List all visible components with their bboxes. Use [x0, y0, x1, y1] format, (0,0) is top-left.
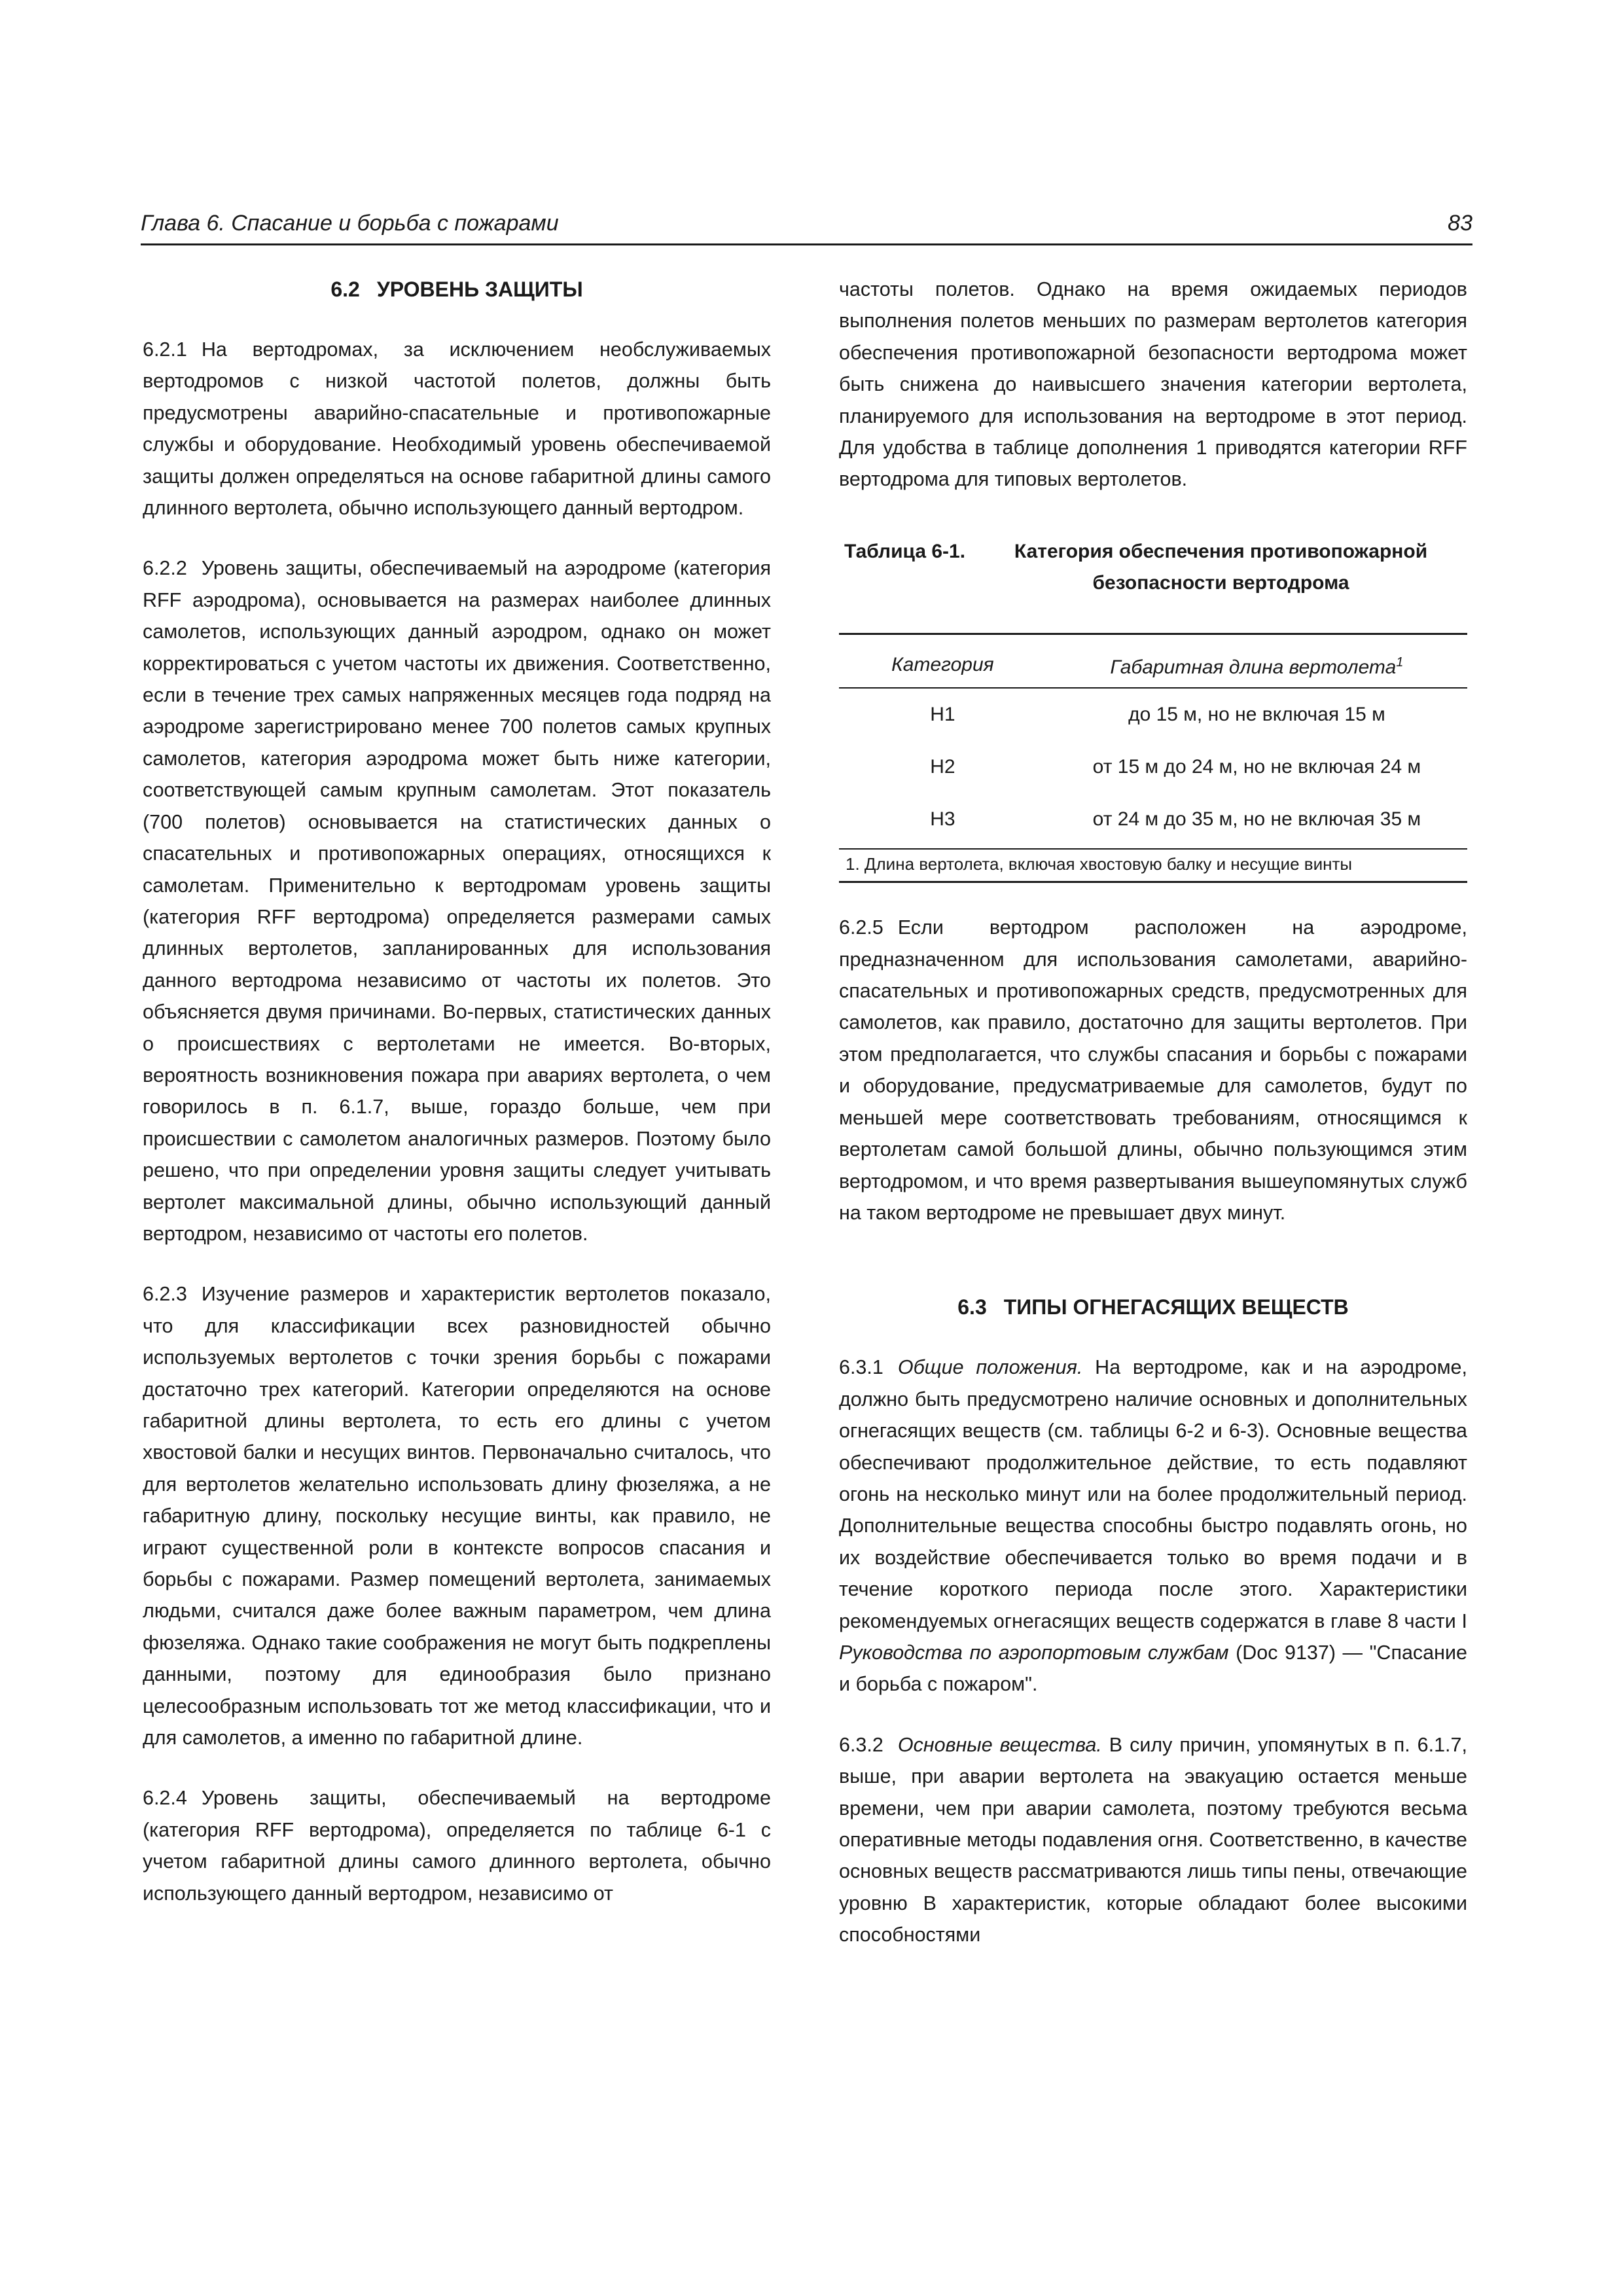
- paragraph-text-end: (Doc 9137) — "Спасание и борьба с пожаром".: [839, 1641, 1467, 1696]
- table-row: [839, 741, 1467, 793]
- paragraph-text: В силу причин, упомянутых в п. 6.1.7, выше, при аварии вертолета на эвакуацию остается меньше времени, чем при аварии самолета, поэтому требуются весьма оперативные методы подавления огня. Соответственно, в качестве основных веществ рассматриваются лишь типы пены, отвечающие уровню В характеристик, которые обладают более высокими способностями: [839, 1733, 1467, 1946]
- paragraph-6-2-1: [143, 334, 771, 524]
- table-cell-length: до 15 м, но не включая 15 м: [1128, 704, 1385, 726]
- section-number: 6.2: [330, 278, 360, 301]
- table-cell-category: H1: [930, 704, 955, 726]
- section-heading-6-3: [839, 1291, 1467, 1323]
- table-caption: [839, 536, 1467, 599]
- right-column: [839, 274, 1467, 1951]
- page-number: 83: [1448, 211, 1472, 236]
- paragraph-text: На вертодромах, за исключением необслуживаемых вертодромов с низкой частотой полетов, должны быть предусмотрены аварийно-спасательные и противопожарные службы и оборудование. Необходимый уровень обеспечиваемой защиты должен определяться на основе габаритной длины самого длинного вертолета, обычно использующего данный вертодром.: [143, 338, 771, 520]
- section-title: ТИПЫ ОГНЕГАСЯЩИХ ВЕЩЕСТВ: [1003, 1295, 1349, 1319]
- document-title: Руководства по аэропортовым службам: [839, 1641, 1229, 1664]
- table-6-1: [839, 633, 1467, 848]
- paragraph-6-2-4-continued: частоты полетов. Однако на время ожидаемых периодов выполнения полетов меньших по размерам вертолетов категория обеспечения противопожарной безопасности вертодрома может быть снижена до наивысшего значения категории вертолета, планируемого для использования на вертодроме в этот период. Для удобства в таблице дополнения 1 приводятся категории RFF вертодрома для типовых вертолетов.: [839, 278, 1467, 491]
- table-header-length-text: Габаритная длина вертолета: [1110, 656, 1397, 678]
- paragraph-text: Уровень защиты, обеспечиваемый на вертодроме (категория RFF вертодрома), определяется по таблице 6-1 с учетом габаритной длины самого длинного вертолета, обычно использующего данный вертодром, независимо от: [143, 1787, 771, 1905]
- page-header: [141, 211, 1472, 245]
- paragraph-text: На вертодроме, как и на аэродроме, должно быть предусмотрено наличие основных и дополнительных огнегасящих веществ (см. таблицы 6-2 и 6-3). Основные вещества обеспечивают продолжительное действие, то есть подавляют огонь на несколько минут или на более продолжительный период. Дополнительные вещества способны быстро подавлять огонь, но их воздействие обеспечивается только во время подачи и в течение короткого периода после этого. Характеристики рекомендуемых огнегасящих веществ содержатся в главе 8 части I: [839, 1356, 1467, 1632]
- table-header-category: Категория: [839, 634, 1046, 688]
- paragraph-6-2-5: [839, 912, 1467, 1229]
- paragraph-number: 6.2.2: [143, 557, 187, 580]
- paragraph-6-2-3: [143, 1278, 771, 1753]
- paragraph-number: 6.3.1: [839, 1356, 883, 1379]
- paragraph-number: 6.2.1: [143, 338, 187, 361]
- table-footnote: 1. Длина вертолета, включая хвостовую балку и несущие винты: [839, 848, 1467, 883]
- section-heading-6-2: [143, 274, 771, 305]
- table-cell-category: H3: [930, 808, 955, 831]
- paragraph-number: 6.2.3: [143, 1283, 187, 1306]
- paragraph-6-3-1: [839, 1352, 1467, 1700]
- section-number: 6.3: [957, 1295, 987, 1319]
- table-row: [839, 793, 1467, 848]
- paragraph-number: 6.3.2: [839, 1733, 883, 1756]
- table-cell-category: H2: [930, 756, 955, 778]
- paragraph-number: 6.2.5: [839, 916, 883, 939]
- table-cell-length: от 24 м до 35 м, но не включая 35 м: [1092, 808, 1421, 831]
- table-row: [839, 688, 1467, 741]
- paragraph-lead: Общие положения.: [897, 1356, 1083, 1379]
- paragraph-text: Изучение размеров и характеристик вертолетов показало, что для классификации всех разновидностей обычно используемых вертолетов с точки зрения борьбы с пожарами достаточно трех категорий. Категории определяются на основе габаритной длины вертолета, то есть его длины с учетом хвостовой балки и несущих винтов. Первоначально считалось, что для вертолетов желательно использовать длину фюзеляжа, а не габаритную длину, поскольку несущие винты, как правило, не играют существенной роли в контексте вопросов спасания и борьбы с пожарами. Размер помещений вертолета, занимаемых людьми, считался даже более важным параметром, чем длина фюзеляжа. Однако такие соображения не могут быть подкреплены данными, поэтому для единообразия было признано целесообразным использовать тот же метод классификации, что и для самолетов, а именно по габаритной длине.: [143, 1283, 771, 1749]
- footnote-marker: 1: [1396, 655, 1404, 670]
- paragraph-number: 6.2.4: [143, 1787, 187, 1810]
- table-title: Категория обеспечения противопожарной безопасности вертодрома: [1014, 540, 1428, 594]
- paragraph-text: Если вертодром расположен на аэродроме, предназначенном для использования самолетами, аварийно-спасательных и противопожарных средств, предусмотренных для самолетов, как правило, достаточно для защиты вертолетов. При этом предполагается, что службы спасания и борьбы с пожарами и оборудование, предусматриваемые для самолетов, будут по меньшей мере соответствовать требованиям, относящимся к вертолетам самой большой длины, обычно пользующимся этим вертодромом, и что время развертывания вышеупомянутых служб на таком вертодроме не превышает двух минут.: [839, 916, 1467, 1224]
- paragraph-6-2-2: [143, 552, 771, 1249]
- table-label: Таблица 6-1.: [844, 540, 966, 562]
- running-head-chapter: Глава 6. Спасание и борьба с пожарами: [141, 211, 559, 236]
- table-cell-length: от 15 м до 24 м, но не включая 24 м: [1092, 756, 1421, 778]
- table-header-length: [1046, 634, 1467, 688]
- paragraph-lead: Основные вещества.: [897, 1733, 1102, 1756]
- paragraph-6-2-4: [143, 1782, 771, 1909]
- paragraph-text: Уровень защиты, обеспечиваемый на аэродроме (категория RFF аэродрома), основывается на размерах наиболее длинных самолетов, использующих данный аэродром, однако он может корректироваться с учетом частоты их движения. Соответственно, если в течение трех самых напряженных месяцев года подряд на аэродроме зарегистрировано менее 700 полетов самых крупных самолетов, категория аэродрома может быть ниже категории, соответствующей самым крупным самолетам. Этот показатель (700 полетов) основывается на статистических данных о спасательных и противопожарных операциях, относящихся к самолетам. Применительно к вертодромам уровень защиты (категория RFF вертодрома) определяется размерами самых длинных вертолетов, запланированных для использования данного вертодрома независимо от частоты их полетов. Это объясняется двумя причинами. Во-первых, статистических данных о происшествиях с вертолетами не имеется. Во-вторых, вероятность возникновения пожара при авариях вертолета, о чем говорилось в п. 6.1.7, выше, гораздо больше, чем при происшествии с самолетом аналогичных размеров. Поэтому было решено, что при определении уровня защиты следует учитывать вертолет максимальной длины, обычно использующий данный вертодром, независимо от частоты его полетов.: [143, 557, 771, 1245]
- left-column: [143, 274, 771, 1909]
- section-title: УРОВЕНЬ ЗАЩИТЫ: [376, 278, 583, 301]
- paragraph-6-3-2: [839, 1729, 1467, 1951]
